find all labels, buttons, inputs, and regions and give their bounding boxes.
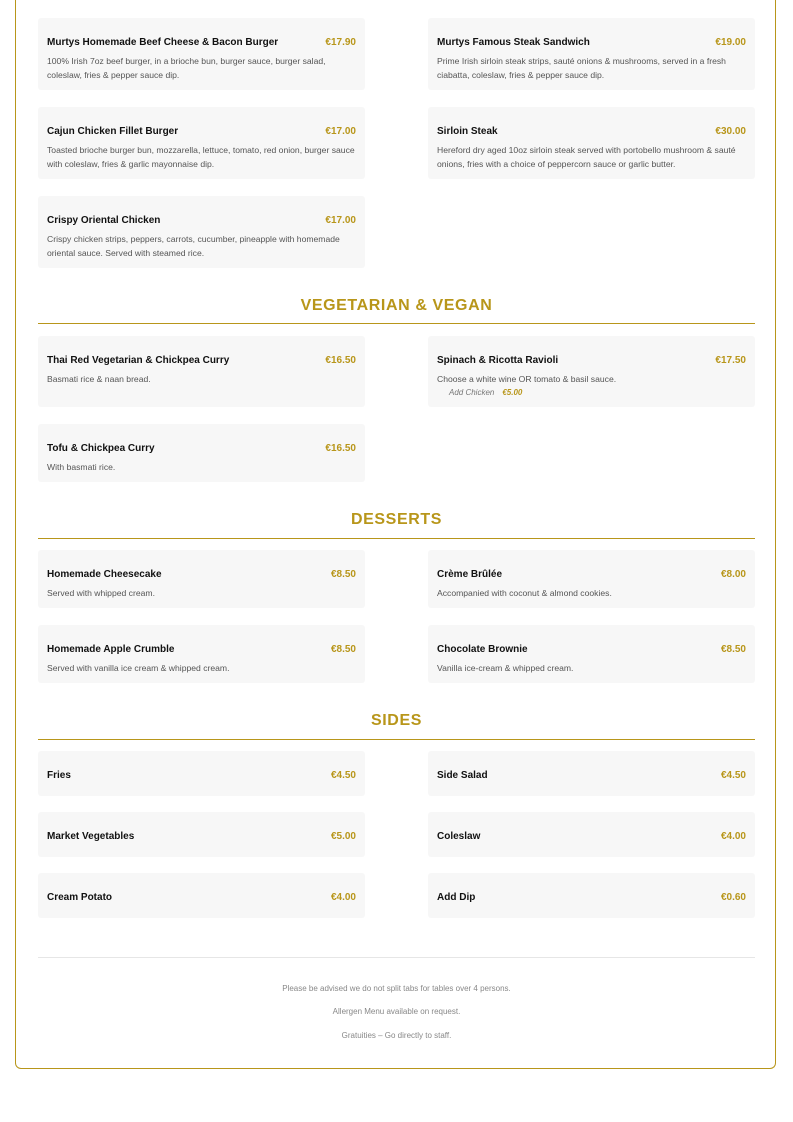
item-price: €17.50 — [715, 355, 746, 366]
section-title-vegetarian: VEGETARIAN & VEGAN — [300, 297, 493, 314]
menu-item-card — [428, 107, 755, 179]
item-price: €17.90 — [325, 37, 356, 48]
item-addon — [449, 388, 522, 397]
item-name: Coleslaw — [437, 831, 481, 842]
item-price: €4.00 — [720, 831, 746, 842]
item-description: Crispy chicken strips, peppers, carrots, cucumber, pineapple with homemade oriental sauce. Served with steamed rice. — [47, 234, 340, 258]
item-name: Spinach & Ricotta Ravioli — [437, 355, 559, 366]
menu-item-card — [428, 550, 755, 608]
item-price: €8.50 — [330, 644, 356, 655]
menu-item-card — [428, 18, 755, 90]
menu-item-card — [38, 550, 365, 608]
item-name: Tofu & Chickpea Curry — [47, 443, 155, 454]
item-price: €4.50 — [720, 770, 746, 781]
side-item-card — [428, 873, 755, 918]
item-price: €8.50 — [720, 644, 746, 655]
item-name: Crispy Oriental Chicken — [47, 215, 161, 226]
item-price: €16.50 — [325, 443, 356, 454]
side-item-card — [38, 751, 365, 796]
item-description: With basmati rice. — [47, 462, 116, 472]
item-price: €19.00 — [715, 37, 746, 48]
item-name: Fries — [47, 770, 71, 781]
item-description: Basmati rice & naan bread. — [47, 374, 151, 384]
item-name: Market Vegetables — [47, 831, 135, 842]
menu-item-card — [428, 336, 755, 407]
item-price: €8.00 — [720, 569, 746, 580]
item-name: Add Dip — [437, 892, 476, 903]
item-description: Prime Irish sirloin steak strips, sauté onions & mushrooms, served in a fresh ciabatta, coleslaw, fries & pepper sauce dip. — [437, 56, 726, 80]
footer-note: Please be advised we do not split tabs for tables over 4 persons. — [282, 984, 511, 993]
item-name: Murtys Homemade Beef Cheese & Bacon Burger — [47, 37, 279, 48]
footer-note: Allergen Menu available on request. — [332, 1007, 461, 1016]
section-title-sides: SIDES — [370, 712, 422, 729]
item-description: Accompanied with coconut & almond cookies. — [437, 588, 612, 598]
item-name: Homemade Apple Crumble — [47, 644, 175, 655]
item-description: Choose a white wine OR tomato & basil sauce. — [437, 374, 617, 384]
menu-item-card — [38, 107, 365, 179]
footer-note: Gratuities – Go directly to staff. — [341, 1031, 452, 1040]
menu-item-card — [38, 336, 365, 407]
menu-item-card — [38, 196, 365, 268]
footer-divider — [38, 957, 755, 958]
item-price: €8.50 — [330, 569, 356, 580]
item-description: Vanilla ice-cream & whipped cream. — [437, 663, 574, 673]
item-description: Toasted brioche burger bun, mozzarella, lettuce, tomato, red onion, burger sauce with coleslaw, fries & garlic mayonnaise dip. — [47, 145, 355, 169]
menu-item-card — [38, 424, 365, 482]
item-description: Served with vanilla ice cream & whipped cream. — [47, 663, 230, 673]
item-price: €30.00 — [715, 126, 746, 137]
menu-item-card — [38, 18, 365, 90]
item-description: 100% Irish 7oz beef burger, in a brioche bun, burger sauce, burger salad, coleslaw, fries & pepper sauce dip. — [47, 56, 326, 80]
item-name: Murtys Famous Steak Sandwich — [437, 37, 590, 48]
item-name: Cream Potato — [47, 892, 113, 903]
item-name: Thai Red Vegetarian & Chickpea Curry — [47, 355, 230, 366]
side-item-card — [428, 812, 755, 857]
item-price: €16.50 — [325, 355, 356, 366]
item-name: Cajun Chicken Fillet Burger — [47, 126, 179, 137]
side-item-card — [38, 812, 365, 857]
item-name: Homemade Cheesecake — [47, 569, 162, 580]
addon-label: Add Chicken — [449, 388, 495, 397]
item-name: Chocolate Brownie — [437, 644, 528, 655]
section-divider — [38, 538, 755, 539]
menu-item-card — [428, 625, 755, 683]
section-title-desserts: DESSERTS — [350, 511, 443, 528]
menu-item-card — [38, 625, 365, 683]
item-price: €4.50 — [330, 770, 356, 781]
item-name: Side Salad — [437, 770, 488, 781]
item-price: €17.00 — [325, 126, 356, 137]
item-price: €5.00 — [330, 831, 356, 842]
item-name: Sirloin Steak — [437, 126, 498, 137]
item-price: €0.60 — [720, 892, 746, 903]
item-name: Crème Brûlée — [437, 569, 503, 580]
side-item-card — [38, 873, 365, 918]
section-divider — [38, 739, 755, 740]
section-divider — [38, 323, 755, 324]
side-item-card — [428, 751, 755, 796]
item-description: Hereford dry aged 10oz sirloin steak served with portobello mushroom & sauté onions, fries with a choice of peppercorn sauce or garlic butter. — [437, 145, 736, 169]
item-price: €4.00 — [330, 892, 356, 903]
addon-price: €5.00 — [502, 388, 523, 397]
item-price: €17.00 — [325, 215, 356, 226]
item-description: Served with whipped cream. — [47, 588, 155, 598]
